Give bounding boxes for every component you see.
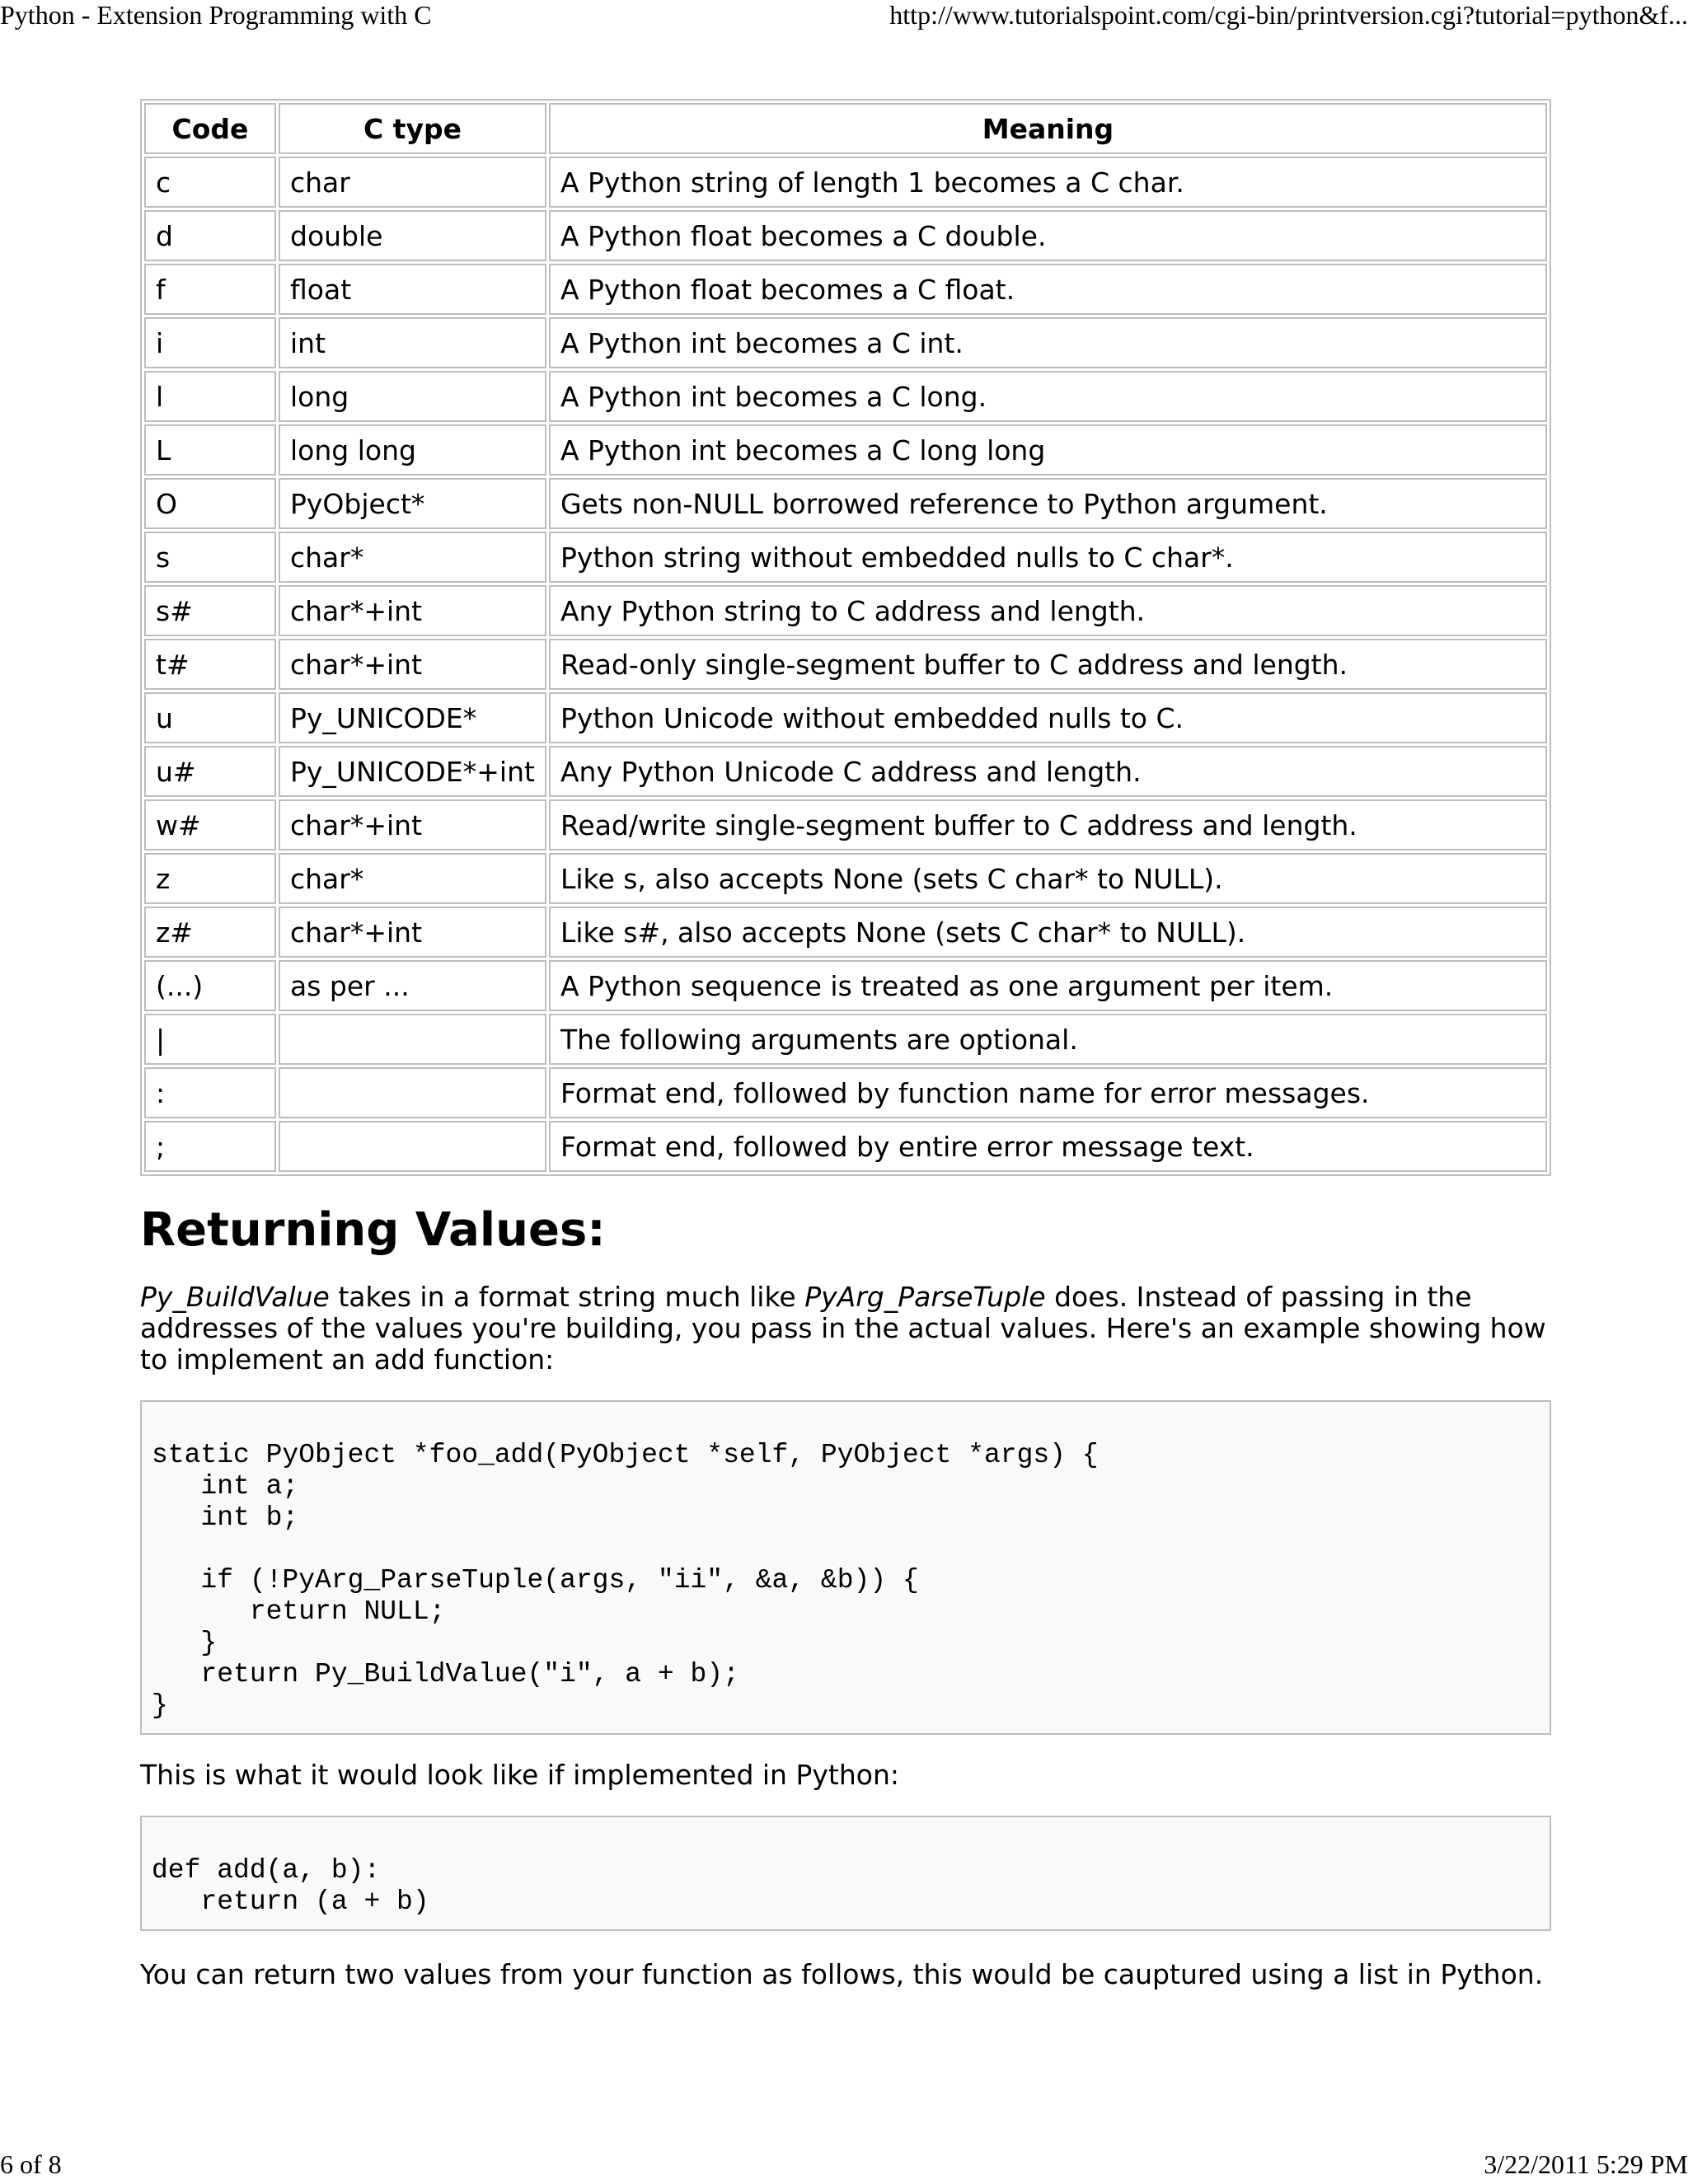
return-values-paragraph: You can return two values from your function as follows, this would be cauptured using a list in Python. <box>140 1958 1544 1990</box>
print-header <box>0 0 1688 33</box>
cell-c-type: char*+int <box>279 799 546 851</box>
cell-c-type <box>279 1014 546 1065</box>
column-header-code: Code <box>144 103 276 154</box>
cell-code: i <box>144 317 276 368</box>
table-row <box>144 210 1547 261</box>
print-timestamp: 3/22/2011 5:29 PM <box>1484 2149 1688 2179</box>
cell-meaning: Gets non-NULL borrowed reference to Python argument. <box>549 478 1547 529</box>
table-header-row <box>144 103 1547 154</box>
cell-meaning: A Python float becomes a C float. <box>549 264 1547 315</box>
cell-c-type: char <box>279 157 546 208</box>
cell-c-type: long long <box>279 424 546 476</box>
cell-c-type: int <box>279 317 546 368</box>
cell-code: : <box>144 1067 276 1118</box>
cell-meaning: A Python int becomes a C int. <box>549 317 1547 368</box>
print-header-url: http://www.tutorialspoint.com/cgi-bin/printversion.cgi?tutorial=python&f... <box>889 0 1688 30</box>
cell-meaning: Like s, also accepts None (sets C char* to NULL). <box>549 853 1547 904</box>
cell-code: t# <box>144 639 276 690</box>
cell-meaning: Like s#, also accepts None (sets C char* to NULL). <box>549 907 1547 958</box>
intro-paragraph <box>140 1282 1551 1376</box>
cell-meaning: Format end, followed by function name for error messages. <box>549 1067 1547 1118</box>
cell-meaning: A Python sequence is treated as one argument per item. <box>549 960 1547 1011</box>
cell-code: z# <box>144 907 276 958</box>
table-row <box>144 799 1547 851</box>
table-row <box>144 639 1547 690</box>
cell-meaning: Any Python string to C address and length. <box>549 585 1547 636</box>
cell-code: f <box>144 264 276 315</box>
cell-code: l <box>144 371 276 422</box>
cell-c-type: double <box>279 210 546 261</box>
cell-meaning: A Python int becomes a C long long <box>549 424 1547 476</box>
cell-code: s# <box>144 585 276 636</box>
table-row <box>144 424 1547 476</box>
cell-c-type <box>279 1067 546 1118</box>
cell-c-type: char*+int <box>279 585 546 636</box>
cell-c-type: Py_UNICODE*+int <box>279 746 546 797</box>
code-block-c: static PyObject *foo_add(PyObject *self, PyObject *args) { int a; int b; if (!PyArg_ParseTuple(args, "ii", &a, &b)) { return NULL; } return Py_BuildValue("i", a + b); } <box>140 1400 1551 1735</box>
cell-c-type: char* <box>279 532 546 583</box>
cell-code: (...) <box>144 960 276 1011</box>
column-header-c-type: C type <box>279 103 546 154</box>
table-row <box>144 371 1547 422</box>
cell-c-type: char*+int <box>279 907 546 958</box>
code-block-python: def add(a, b): return (a + b) <box>140 1816 1551 1931</box>
cell-c-type: PyObject* <box>279 478 546 529</box>
cell-c-type: Py_UNICODE* <box>279 692 546 743</box>
table-row <box>144 692 1547 743</box>
cell-code: d <box>144 210 276 261</box>
python-paragraph: This is what it would look like if implemented in Python: <box>140 1759 899 1791</box>
cell-meaning: Read-only single-segment buffer to C address and length. <box>549 639 1547 690</box>
page-number: 6 of 8 <box>0 2149 62 2179</box>
intro-text-1: takes in a format string much like <box>329 1281 805 1313</box>
cell-c-type: char* <box>279 853 546 904</box>
print-footer <box>0 2149 1688 2182</box>
cell-meaning: A Python string of length 1 becomes a C char. <box>549 157 1547 208</box>
section-heading: Returning Values: <box>140 1203 606 1257</box>
cell-c-type: float <box>279 264 546 315</box>
table-body <box>144 157 1547 1172</box>
cell-meaning: Format end, followed by entire error message text. <box>549 1121 1547 1172</box>
cell-c-type: long <box>279 371 546 422</box>
cell-meaning: A Python float becomes a C double. <box>549 210 1547 261</box>
cell-code: O <box>144 478 276 529</box>
table-row <box>144 532 1547 583</box>
cell-code: c <box>144 157 276 208</box>
table-row <box>144 746 1547 797</box>
table-row <box>144 853 1547 904</box>
table-row <box>144 317 1547 368</box>
pyarg-parsetuple-term: PyArg_ParseTuple <box>804 1281 1046 1313</box>
table-row <box>144 478 1547 529</box>
cell-code: s <box>144 532 276 583</box>
cell-meaning: Python string without embedded nulls to C char*. <box>549 532 1547 583</box>
intro-text-2: does. Instead of passing in the addresses of the values you're building, you pass in the actual values. Here's an example showing how to implement an add function: <box>140 1281 1546 1376</box>
page-content <box>140 99 1551 1990</box>
cell-code: u <box>144 692 276 743</box>
cell-meaning: A Python int becomes a C long. <box>549 371 1547 422</box>
column-header-meaning: Meaning <box>549 103 1547 154</box>
cell-c-type: char*+int <box>279 639 546 690</box>
print-header-title: Python - Extension Programming with C <box>0 0 432 30</box>
table-row <box>144 1067 1547 1118</box>
table-row <box>144 907 1547 958</box>
cell-code: | <box>144 1014 276 1065</box>
table-row <box>144 1121 1547 1172</box>
table-row <box>144 264 1547 315</box>
table-row <box>144 1014 1547 1065</box>
table-row <box>144 960 1547 1011</box>
table-row <box>144 157 1547 208</box>
table-row <box>144 585 1547 636</box>
cell-code: u# <box>144 746 276 797</box>
cell-meaning: Any Python Unicode C address and length. <box>549 746 1547 797</box>
format-codes-table <box>140 99 1551 1176</box>
cell-code: ; <box>144 1121 276 1172</box>
cell-c-type: as per ... <box>279 960 546 1011</box>
cell-meaning: Python Unicode without embedded nulls to C. <box>549 692 1547 743</box>
cell-code: z <box>144 853 276 904</box>
cell-meaning: The following arguments are optional. <box>549 1014 1547 1065</box>
cell-code: w# <box>144 799 276 851</box>
cell-code: L <box>144 424 276 476</box>
py-buildvalue-term: Py_BuildValue <box>140 1281 330 1313</box>
cell-meaning: Read/write single-segment buffer to C address and length. <box>549 799 1547 851</box>
cell-c-type <box>279 1121 546 1172</box>
